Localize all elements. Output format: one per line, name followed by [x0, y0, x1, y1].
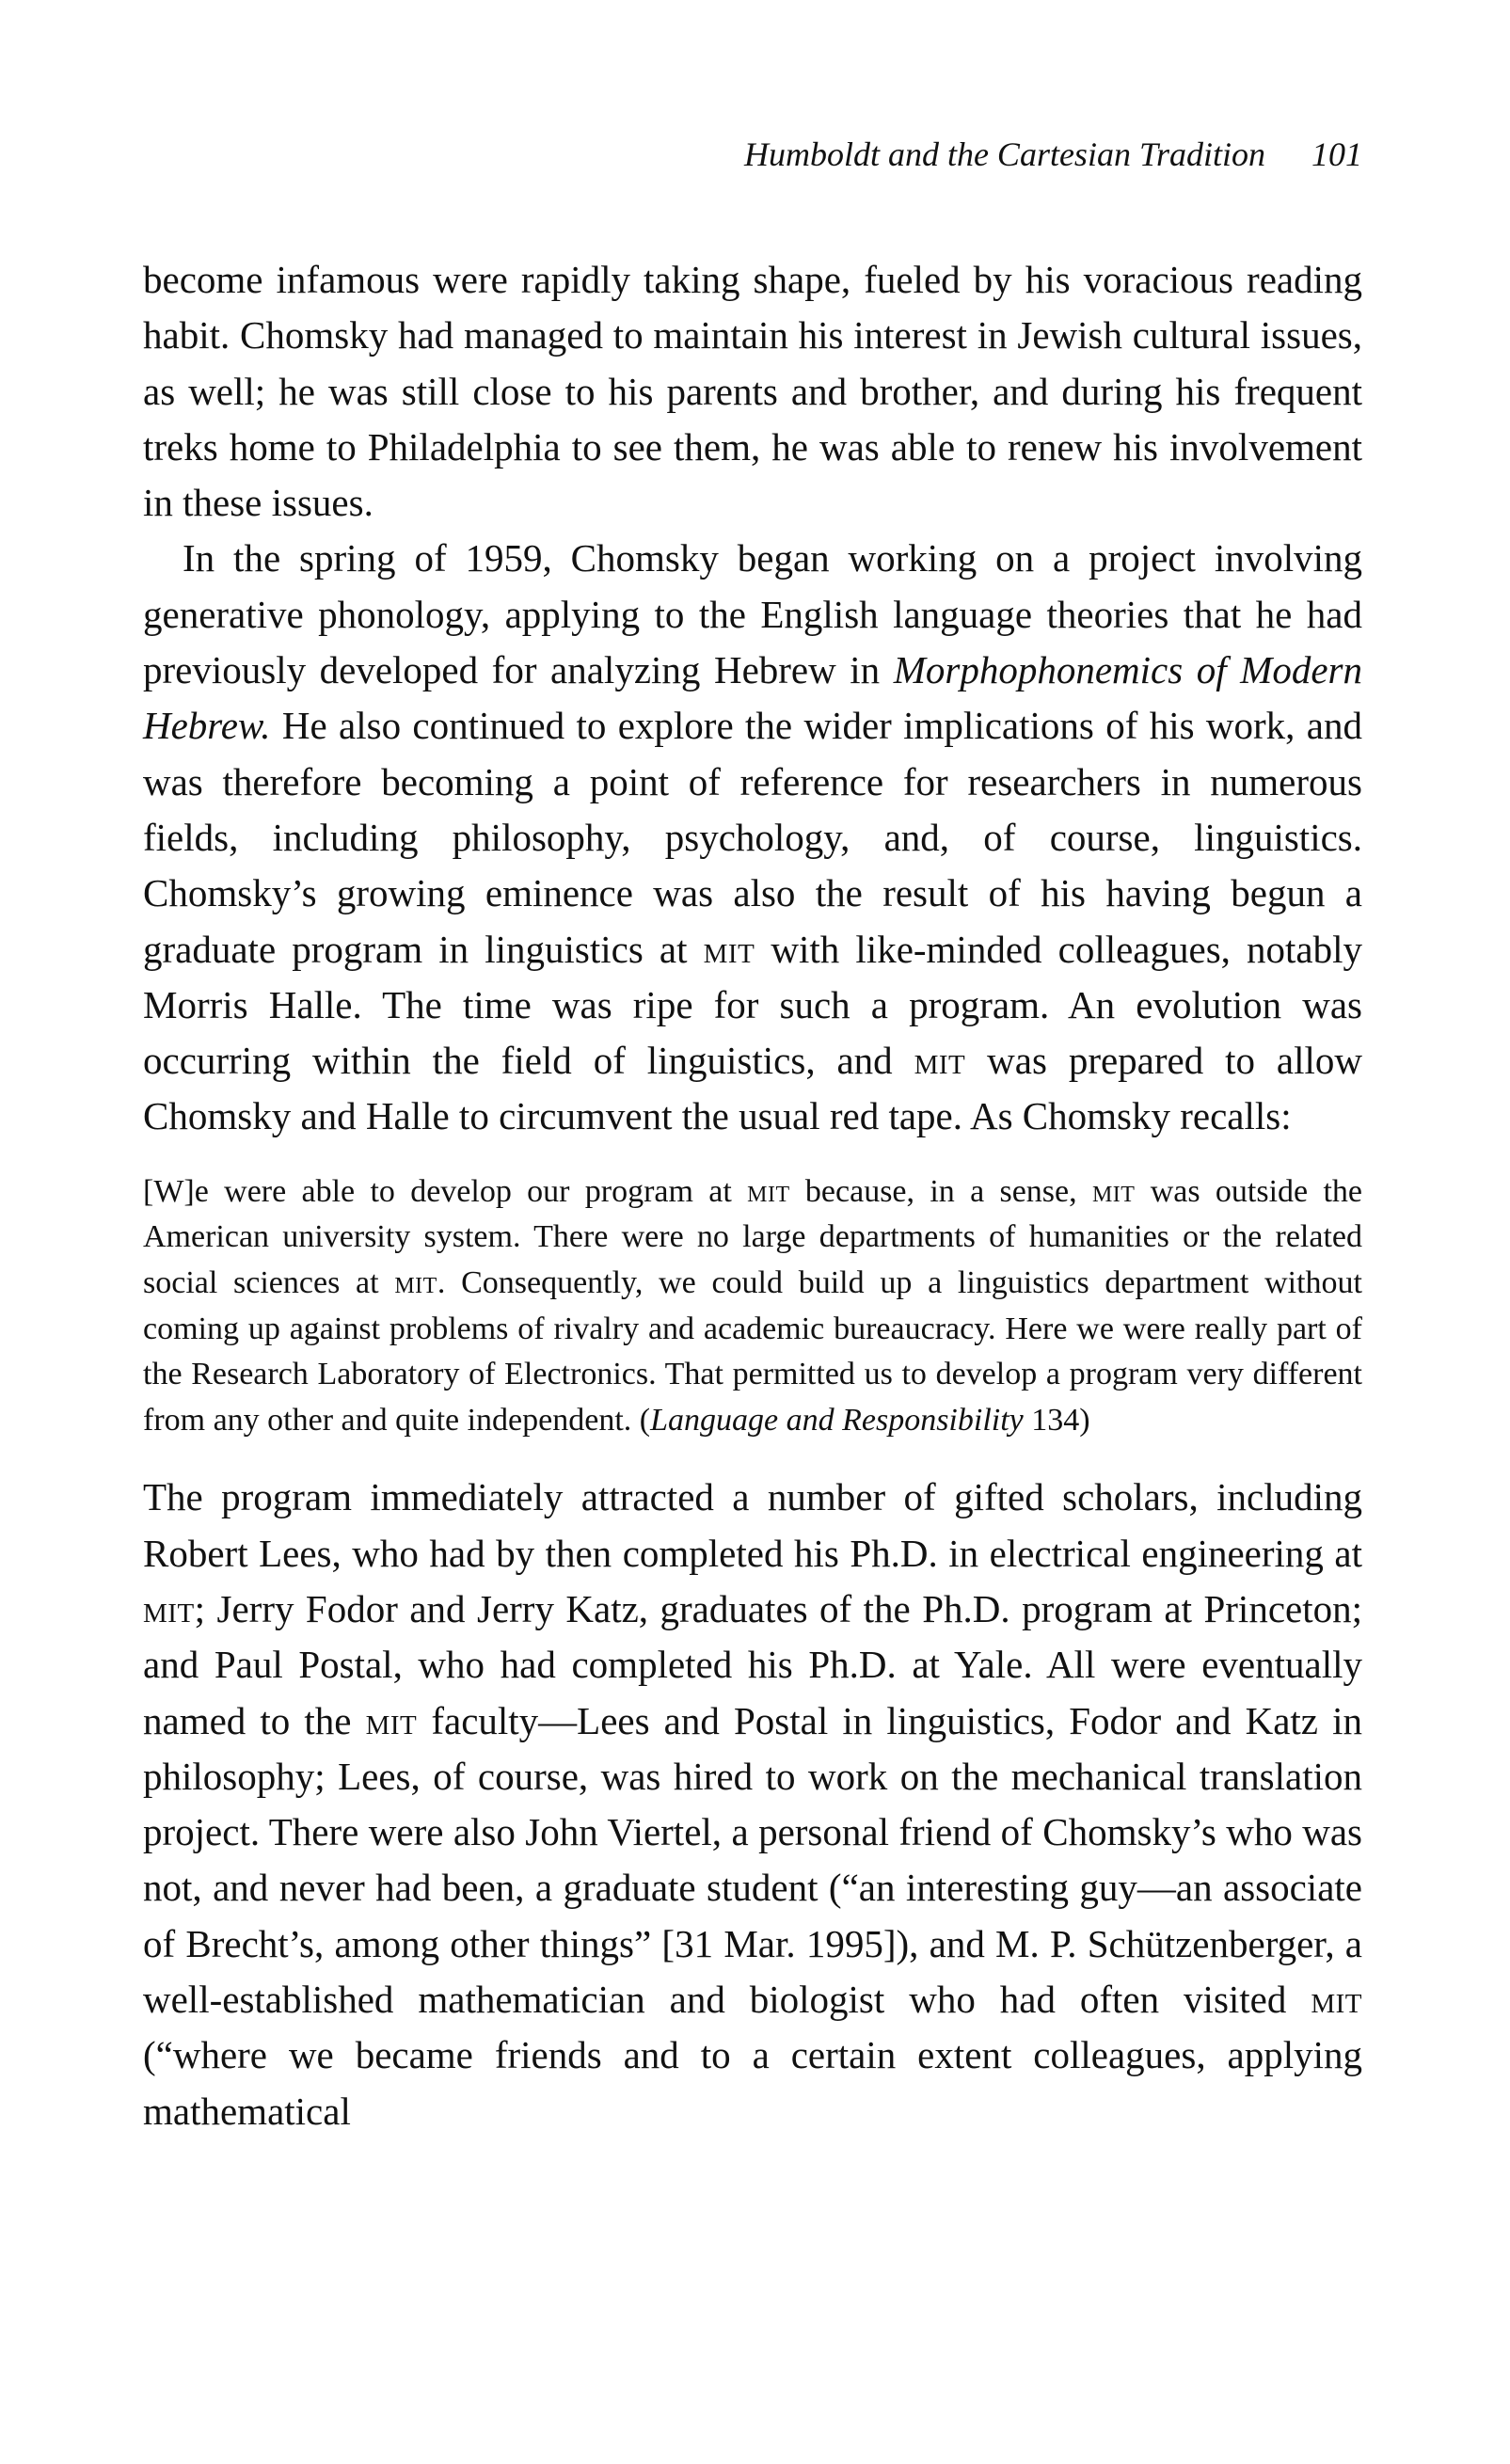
book-title-morphophonemics: Morphophonemics of Modern Hebrew. [143, 648, 1362, 748]
text-run: . Consequently, we could build up a linguistics department without coming up against problems of rivalry and academic bureaucracy. Here we were really part of the Research Laboratory of Electronics. That permitted us to develop a program very different from any other and quite independent. ( [143, 1264, 1362, 1438]
text-run: was prepared to allow Chomsky and Halle to circumvent the usual red tape. As Chomsky recalls: [143, 1039, 1362, 1138]
text-run: faculty—Lees and Postal in linguistics, Fodor and Katz in philosophy; Lees, of course, was hired to work on the mechanical translation project. There were also John Viertel, a personal friend of Chomsky’s who was not, and never had been, a graduate student (“an interesting guy—an associate of Brecht’s, among other things” [31 Mar. 1995]), and M. P. Schützenberger, a well-established mathematician and biologist who had often visited [143, 1698, 1362, 2021]
text-run: He also continued to explore the wider implications of his work, and was therefore becoming a point of reference for researchers in numerous fields, including philosophy, psychology, and, of course, linguistics. Chomsky’s growing eminence was also the result of his having begun a graduate program in linguistics at [143, 704, 1362, 971]
text-run: [W]e were able to develop our program at [143, 1173, 748, 1209]
small-caps-mit: mit [1091, 1173, 1136, 1209]
running-head [141, 134, 1362, 175]
small-caps-mit: mit [143, 1586, 195, 1630]
text-run: In the spring of 1959, Chomsky began working on a project involving generative phonology, applying to the English language theories that he had previously developed for analyzing Hebrew in [143, 536, 1362, 692]
text-run: was outside the American university system. There were no large departments of humanities or the related social sciences at [143, 1173, 1362, 1300]
text-run: with like-minded colleagues, notably Morris Halle. The time was ripe for such a program. An evolution was occurring within the field of linguistics, and [143, 927, 1362, 1083]
book-title-language-and-responsibility: Language and Responsibility [650, 1402, 1024, 1438]
body-text [143, 252, 1362, 2139]
text-run: 134) [1023, 1402, 1090, 1438]
running-title: Humboldt and the Cartesian Tradition [743, 135, 1265, 173]
text-run: The program immediately attracted a number of gifted scholars, including Robert Lees, who had by then completed his Ph.D. in electrical engineering at [143, 1475, 1362, 1575]
paragraph-text: become infamous were rapidly taking shape, fueled by his voracious reading habit. Chomsky had managed to maintain his interest in Jewish cultural issues, as well; he was still close to his parents and brother, and during his frequent treks home to Philadelphia to see them, he was able to renew his involvement in these issues. [143, 258, 1362, 525]
small-caps-mit: mit [394, 1264, 437, 1300]
text-run: (“where we became friends and to a certain extent colleagues, applying mathematical [143, 2033, 1362, 2133]
small-caps-mit: mit [914, 1039, 966, 1083]
paragraph-continued [143, 252, 1362, 531]
small-caps-mit: mit [1311, 1977, 1362, 2021]
small-caps-mit: mit [365, 1698, 418, 1742]
text-run: ; Jerry Fodor and Jerry Katz, graduates of the Ph.D. program at Princeton; and Paul Postal, who had completed his Ph.D. at Yale. All were eventually named to the [143, 1586, 1362, 1742]
block-quote [143, 1169, 1362, 1444]
small-caps-mit: mit [747, 1173, 790, 1209]
page-number: 101 [1311, 135, 1362, 173]
paragraph-spring-1959 [143, 531, 1362, 1144]
text-run: because, in a sense, [789, 1173, 1092, 1209]
small-caps-mit: mit [703, 927, 755, 971]
paragraph-program [143, 1470, 1362, 2139]
